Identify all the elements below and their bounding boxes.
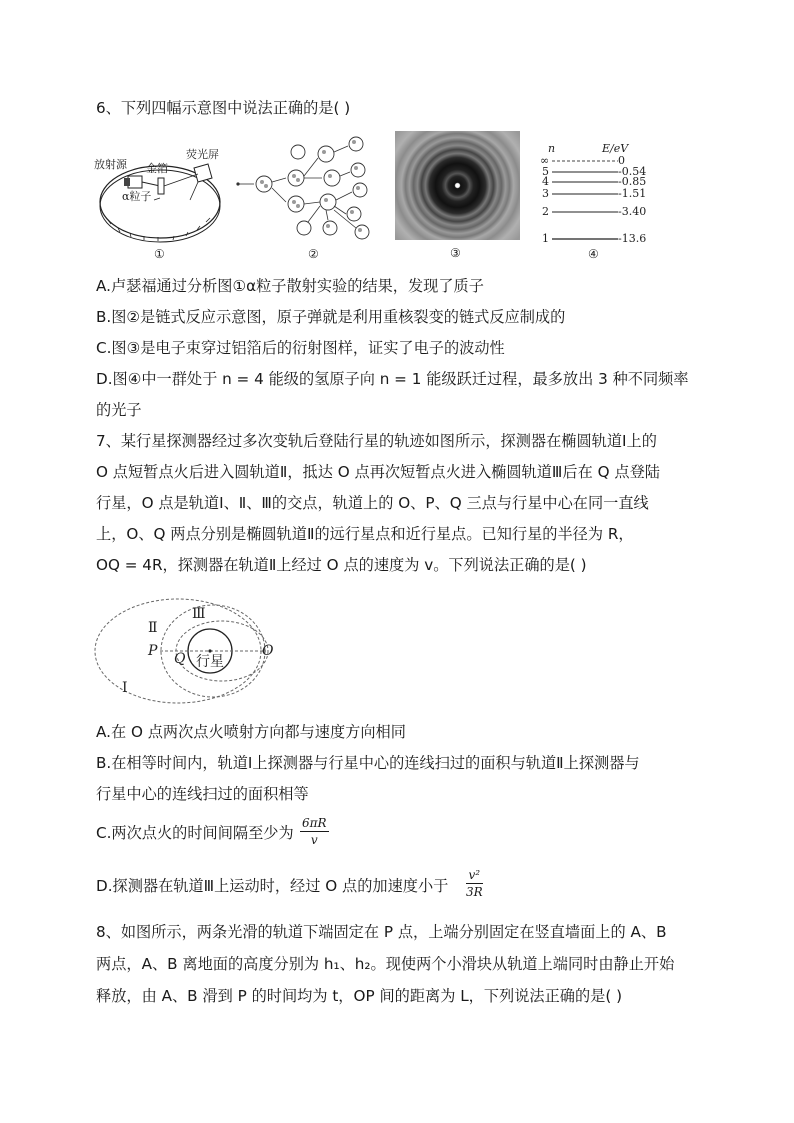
- q7-stem-line3: 行星，O 点是轨道Ⅰ、Ⅱ、Ⅲ的交点，轨道上的 O、P、Q 三点与行星中心在同一直线: [96, 494, 649, 512]
- q8-stem-line3: 释放，由 A、B 滑到 P 的时间均为 t，OP 间的距离为 L，下列说法正确的是( ): [96, 987, 623, 1005]
- figure-chain-reaction: [234, 132, 384, 264]
- q8-stem-line2: 两点，A、B 离地面的高度分别为 h₁、h₂。现使两个小滑块从轨道上端同时由静止开始: [96, 955, 675, 973]
- level-label-4: 4: [542, 175, 549, 188]
- orbit-label-III: Ⅲ: [192, 606, 206, 622]
- planet-label: 行星: [196, 654, 224, 670]
- q7-stem-line1: 7、某行星探测器经过多次变轨后登陆行星的轨迹如图所示，探测器在椭圆轨道Ⅰ上的: [96, 432, 657, 450]
- level-label-3: 3: [542, 187, 549, 200]
- orbit-label-II: Ⅱ: [148, 620, 158, 636]
- level-value-inf: 0: [618, 154, 625, 167]
- orbit-label-I: Ⅰ: [122, 680, 128, 696]
- fraction-numerator: v²: [466, 868, 483, 884]
- point-label-Q: Q: [174, 651, 186, 667]
- q6-stem: 6、下列四幅示意图中说法正确的是( ): [96, 99, 351, 117]
- q6-option-a: A.卢瑟福通过分析图①α粒子散射实验的结果，发现了质子: [96, 277, 484, 295]
- level-value-3: -1.51: [618, 187, 647, 200]
- caption-4: ④: [588, 247, 599, 261]
- energy-header-e: E/eV: [602, 142, 629, 155]
- level-label-2: 2: [542, 205, 549, 218]
- q7-stem-line4: 上，O、Q 两点分别是椭圆轨道Ⅱ的远行星点和近行星点。已知行星的半径为 R，: [96, 525, 634, 543]
- q7-option-a: A.在 O 点两次点火喷射方向都与速度方向相同: [96, 723, 406, 741]
- q7-option-c-fraction: [300, 816, 329, 847]
- level-label-1: 1: [542, 232, 549, 245]
- caption-2: ②: [308, 247, 319, 261]
- point-label-O: O: [262, 643, 274, 659]
- q6-option-d-line2: 的光子: [96, 401, 142, 419]
- fraction-denominator: 3R: [466, 885, 483, 899]
- q7-option-b-line1: B.在相等时间内，轨道Ⅰ上探测器与行星中心的连线扫过的面积与轨道Ⅱ上探测器与: [96, 754, 640, 772]
- q7-option-c: C.两次点火的时间间隔至少为: [96, 824, 294, 842]
- q7-option-b-line2: 行星中心的连线扫过的面积相等: [96, 785, 309, 803]
- figure-orbits: [92, 596, 292, 708]
- fraction-denominator: v: [310, 833, 318, 847]
- point-label-P: P: [148, 643, 158, 659]
- level-value-4: -0.85: [618, 175, 647, 188]
- level-value-1: -13.6: [618, 232, 647, 245]
- q7-stem-line2: O 点短暂点火后进入圆轨道Ⅱ，抵达 O 点再次短暂点火进入椭圆轨道Ⅲ后在 Q 点登陆: [96, 463, 660, 481]
- fraction-numerator: 6πR: [302, 816, 327, 830]
- level-label-inf: ∞: [540, 154, 550, 167]
- caption-3: ③: [450, 246, 461, 260]
- label-fluorescent-screen: 荧光屏: [186, 148, 219, 161]
- label-gold-foil: 金箔: [146, 162, 168, 175]
- q6-option-b: B.图②是链式反应示意图，原子弹就是利用重核裂变的链式反应制成的: [96, 308, 566, 326]
- label-alpha-particle: α粒子: [122, 190, 152, 203]
- q7-option-d: D.探测器在轨道Ⅲ上运动时，经过 O 点的加速度小于: [96, 877, 449, 895]
- q8-stem-line1: 8、如图所示，两条光滑的轨道下端固定在 P 点，上端分别固定在竖直墙面上的 A、B: [96, 923, 667, 941]
- q6-option-d-line1: D.图④中一群处于 n = 4 能级的氢原子向 n = 1 能级跃迁过程，最多放出 3 种不同频率: [96, 370, 689, 388]
- q7-option-d-fraction: [466, 868, 483, 899]
- figure-diffraction-pattern: [395, 131, 520, 240]
- level-label-5: 5: [542, 165, 549, 178]
- label-radioactive-source: 放射源: [94, 158, 127, 171]
- q7-stem-line5: OQ = 4R，探测器在轨道Ⅱ上经过 O 点的速度为 v。下列说法正确的是( ): [96, 556, 587, 574]
- figure-alpha-scattering: [94, 142, 224, 264]
- figure-energy-levels: [538, 140, 648, 262]
- level-value-2: -3.40: [618, 205, 647, 218]
- caption-1: ①: [154, 247, 165, 261]
- q6-option-c: C.图③是电子束穿过铝箔后的衍射图样，证实了电子的波动性: [96, 339, 505, 357]
- energy-header-n: n: [548, 142, 556, 155]
- level-value-5: -0.54: [618, 165, 647, 178]
